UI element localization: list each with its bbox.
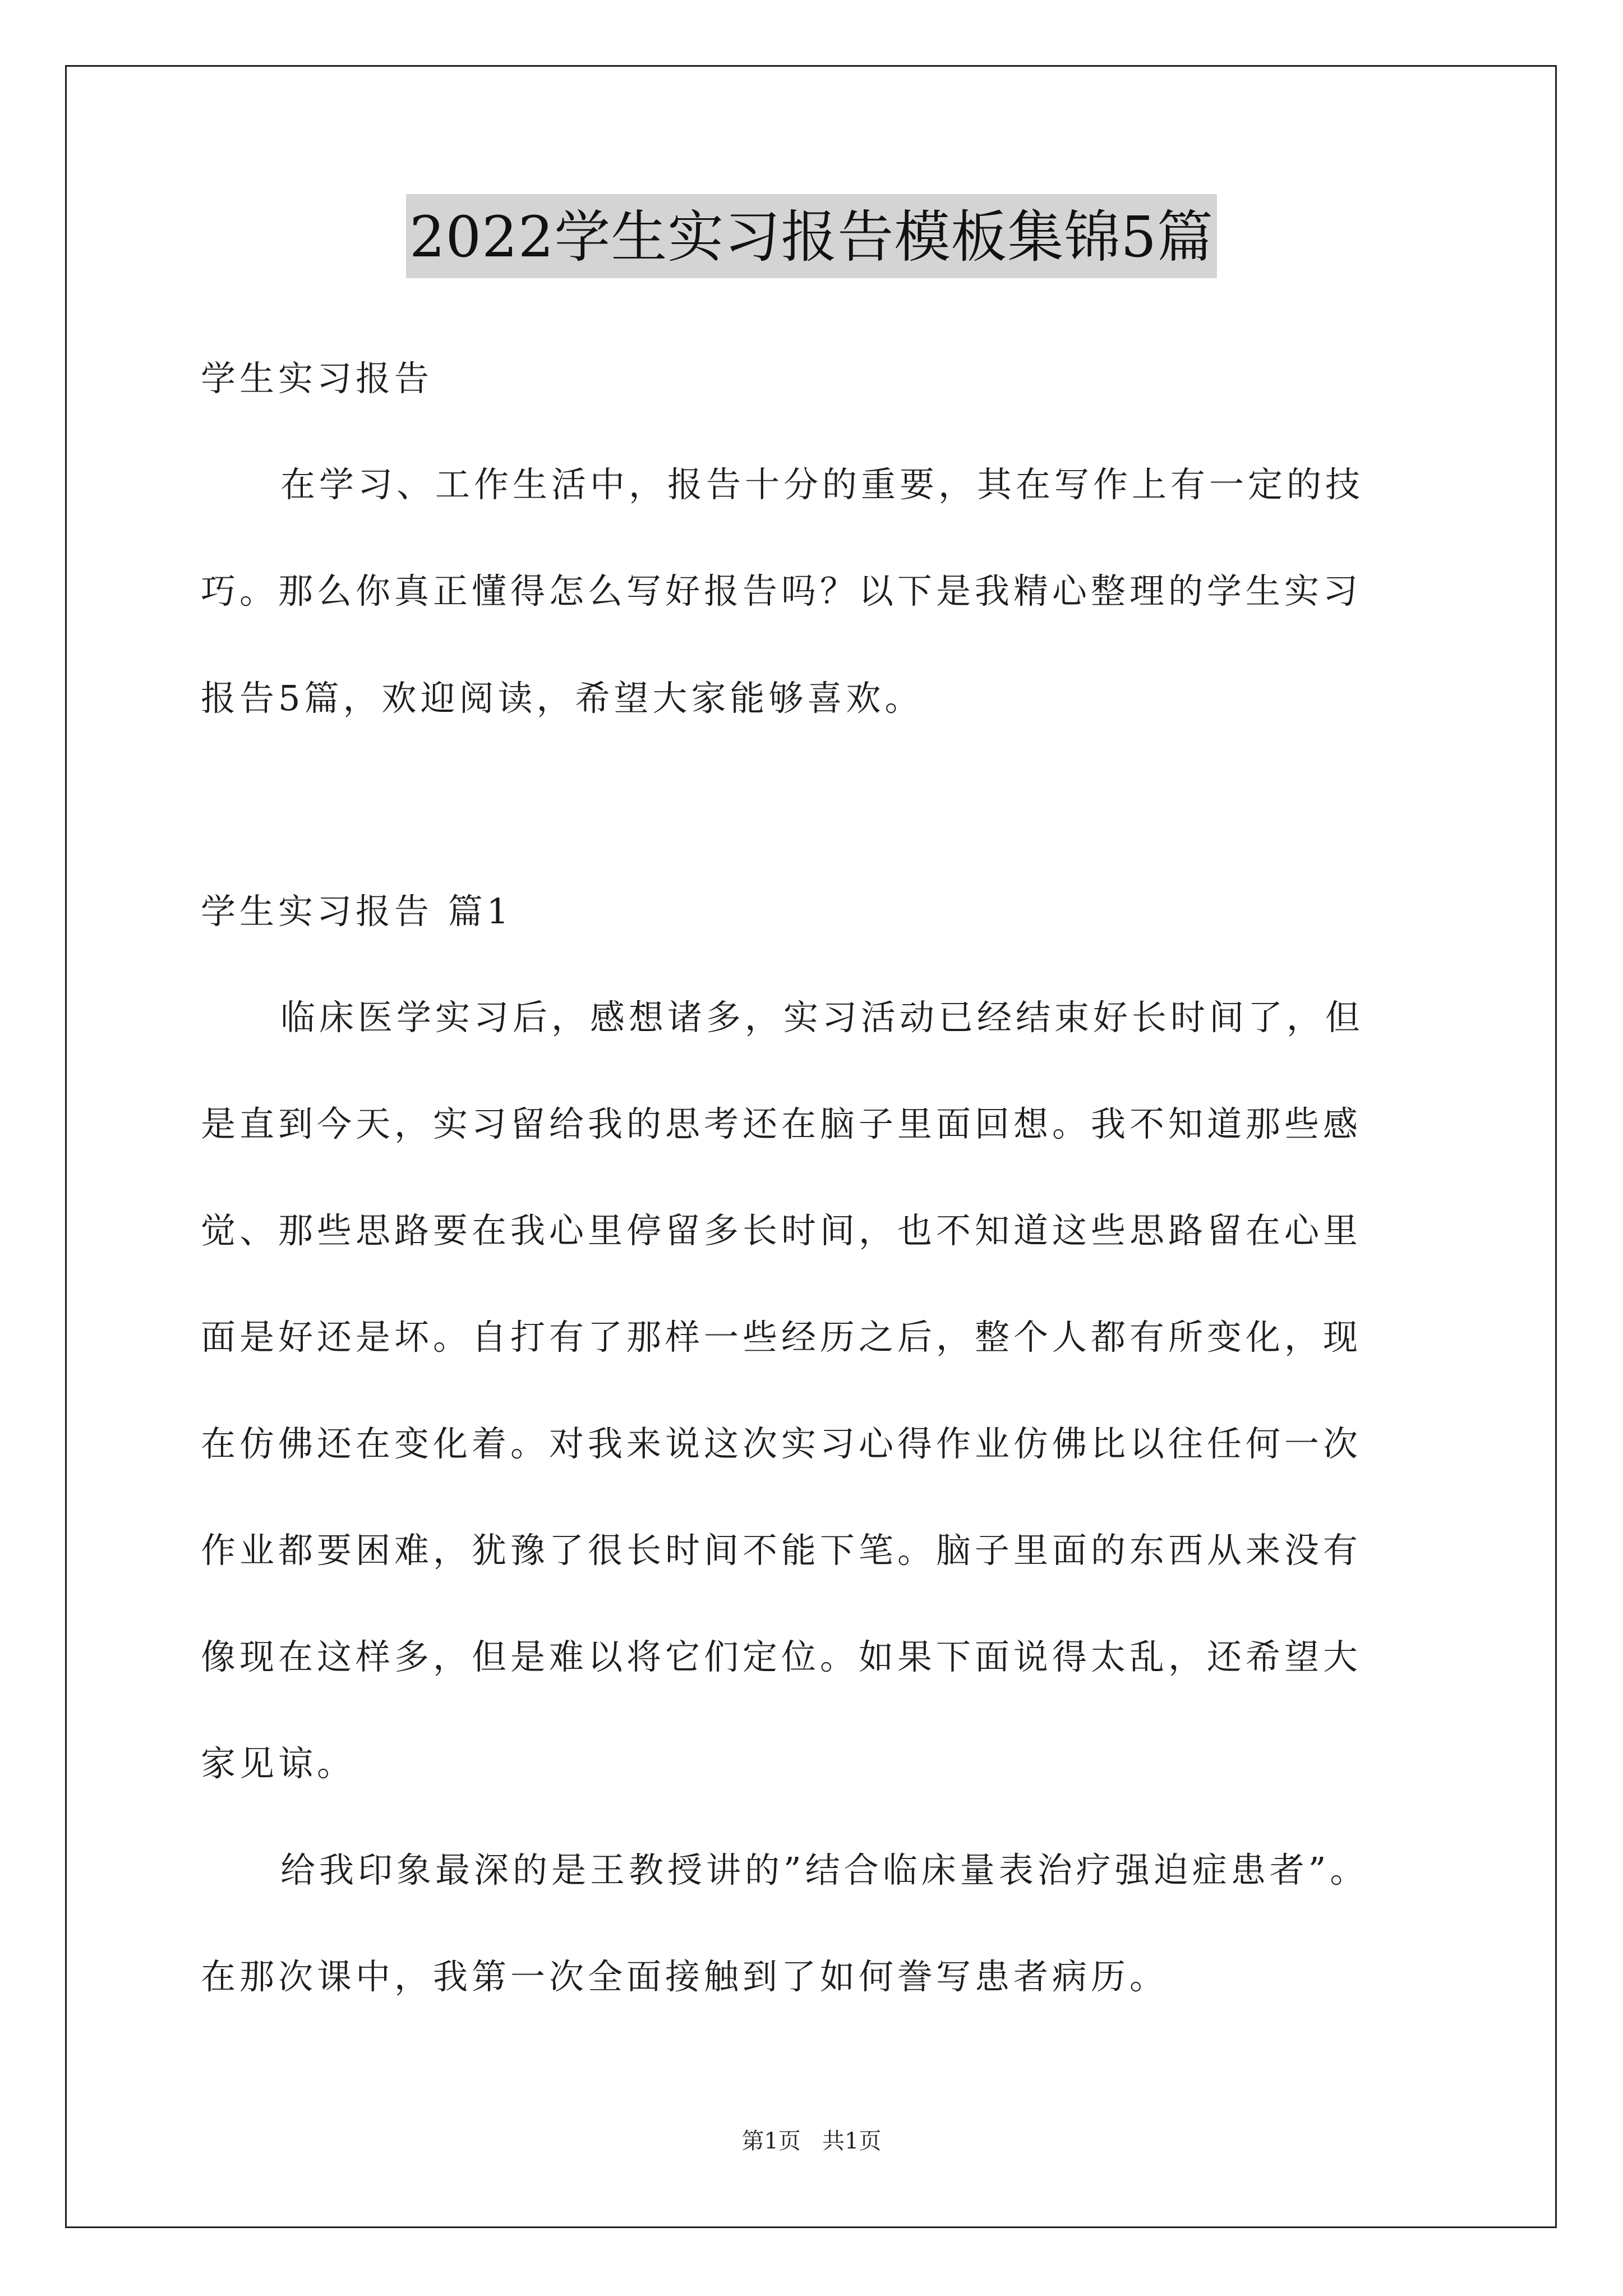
paragraph-line: 给我印象最深的是王教授讲的”结合临床量表治疗强迫症患者”。 (280, 1849, 1369, 1890)
page-number-footer: 第1页 共1页 (741, 2128, 882, 2154)
paragraph-line: 作业都要困难，犹豫了很长时间不能下笔。脑子里面的东西从来没有 (201, 1530, 1362, 1571)
paragraph-line: 家见谅。 (201, 1743, 356, 1784)
paragraph-line: 是直到今天，实习留给我的思考还在脑子里面回想。我不知道那些感 (201, 1103, 1362, 1144)
paragraph-line: 在那次课中，我第一次全面接触到了如何誊写患者病历。 (201, 1956, 1169, 1997)
article-heading: 学生实习报告 篇1 (201, 891, 513, 932)
paragraph-line: 在仿佛还在变化着。对我来说这次实习心得作业仿佛比以往任何一次 (201, 1423, 1362, 1464)
paragraph-line: 觉、那些思路要在我心里停留多长时间，也不知道这些思路留在心里 (201, 1210, 1362, 1251)
intro-line: 在学习、工作生活中，报告十分的重要，其在写作上有一定的技 (280, 464, 1364, 505)
intro-line: 报告5篇，欢迎阅读，希望大家能够喜欢。 (201, 678, 924, 719)
paragraph-line: 像现在这样多，但是难以将它们定位。如果下面说得太乱，还希望大 (201, 1636, 1362, 1677)
section-heading: 学生实习报告 (201, 358, 434, 399)
document-title: 2022学生实习报告模板集锦5篇 (406, 194, 1217, 278)
intro-line: 巧。那么你真正懂得怎么写好报告吗？以下是我精心整理的学生实习 (201, 570, 1362, 611)
paragraph-line: 面是好还是坏。自打有了那样一些经历之后，整个人都有所变化，现 (201, 1317, 1362, 1358)
title-container (0, 194, 1623, 278)
paragraph-line: 临床医学实习后，感想诸多，实习活动已经结束好长时间了，但 (280, 997, 1364, 1038)
